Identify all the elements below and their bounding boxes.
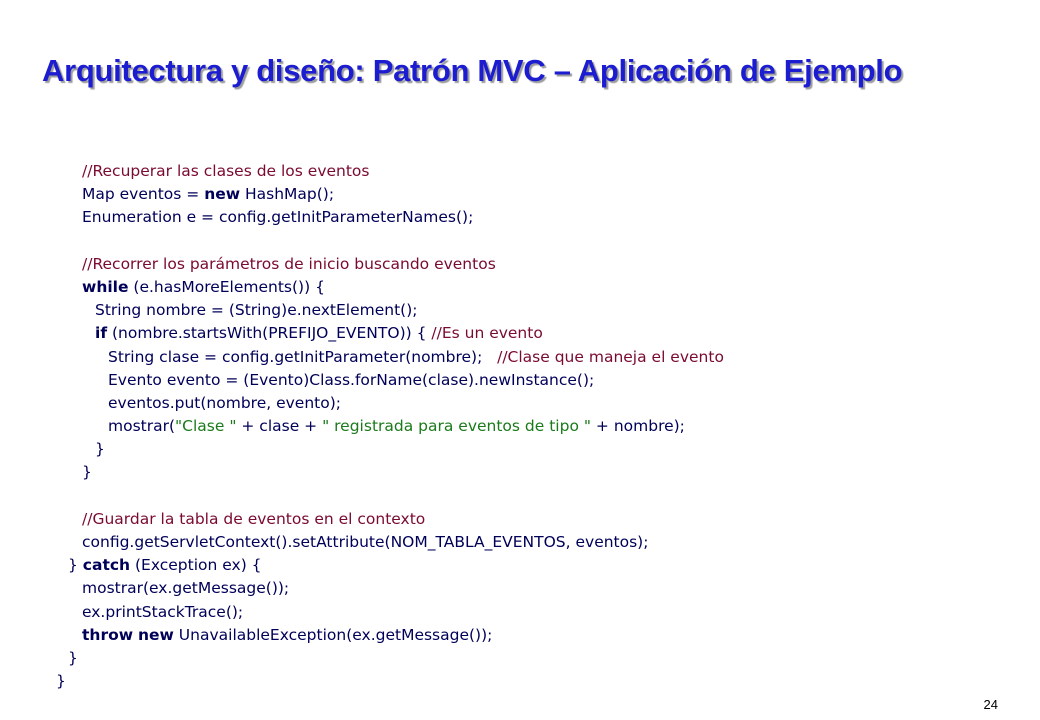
code-keyword: while (82, 277, 129, 296)
code-line (0, 392, 1040, 415)
code-text: (nombre.startsWith(PREFIJO_EVENTO)) { (107, 324, 432, 343)
code-text: eventos.put(nombre, evento); (108, 393, 341, 412)
code-line (0, 369, 1040, 392)
code-text: String clase = config.getInitParameter(nombre); (108, 347, 498, 366)
code-text: + clase + (236, 417, 323, 436)
page-number: 24 (983, 697, 998, 712)
code-text: } (82, 463, 92, 482)
code-text: mostrar( (108, 417, 176, 436)
code-line (0, 554, 1040, 577)
code-text: config.getServletContext().setAttribute(NOM_TABLA_EVENTOS, eventos); (82, 533, 649, 551)
code-line (0, 415, 1040, 438)
code-text: } (56, 672, 66, 691)
code-text: } (68, 556, 83, 575)
code-line (0, 322, 1040, 345)
code-line (0, 461, 1040, 484)
code-line (0, 253, 1040, 276)
code-text: UnavailableException(ex.getMessage()); (173, 625, 493, 644)
code-line (0, 438, 1040, 461)
code-line (0, 299, 1040, 322)
code-text: mostrar(ex.getMessage()); (82, 579, 290, 598)
code-line (0, 601, 1040, 624)
code-comment: //Recorrer los parámetros de inicio buscando eventos (82, 254, 496, 273)
code-line (0, 531, 1040, 554)
code-text: } (68, 648, 78, 667)
code-comment: //Guardar la tabla de eventos en el contexto (82, 509, 426, 528)
code-text: } (95, 440, 105, 459)
slide-title: Arquitectura y diseño: Patrón MVC – Aplicación de Ejemplo (42, 53, 903, 88)
code-line (0, 485, 1040, 508)
code-line (0, 230, 1040, 253)
code-text: + nombre); (590, 417, 685, 436)
code-text: ex.printStackTrace(); (82, 602, 244, 621)
code-string: "Clase " (175, 417, 237, 436)
code-block (0, 160, 1040, 693)
code-keyword: catch (82, 556, 131, 575)
code-text: (e.hasMoreElements()) { (128, 277, 325, 296)
code-text: Map eventos = (82, 185, 205, 204)
code-keyword: if (95, 324, 108, 343)
code-text: HashMap(); (240, 185, 335, 204)
code-line (0, 577, 1040, 600)
code-comment: //Es un evento (431, 324, 543, 343)
code-text: Evento evento = (Evento)Class.forName(clase).newInstance(); (108, 370, 595, 389)
code-text: String nombre = (String)e.nextElement(); (95, 301, 418, 320)
code-line (0, 508, 1040, 531)
code-text: Enumeration e = config.getInitParameterNames(); (82, 208, 474, 227)
code-keyword: new (138, 625, 174, 644)
code-line (0, 160, 1040, 183)
code-line (0, 647, 1040, 670)
code-keyword: throw (82, 625, 134, 644)
code-line (0, 206, 1040, 229)
code-comment: //Clase que maneja el evento (497, 347, 724, 366)
code-string: " registrada para eventos de tipo " (322, 417, 591, 436)
code-line (0, 670, 1040, 693)
code-keyword: new (204, 185, 241, 204)
code-line (0, 183, 1040, 206)
code-line (0, 276, 1040, 299)
code-line (0, 624, 1040, 647)
code-line (0, 346, 1040, 369)
code-comment: //Recuperar las clases de los eventos (82, 162, 370, 180)
code-text: (Exception ex) { (130, 556, 262, 575)
